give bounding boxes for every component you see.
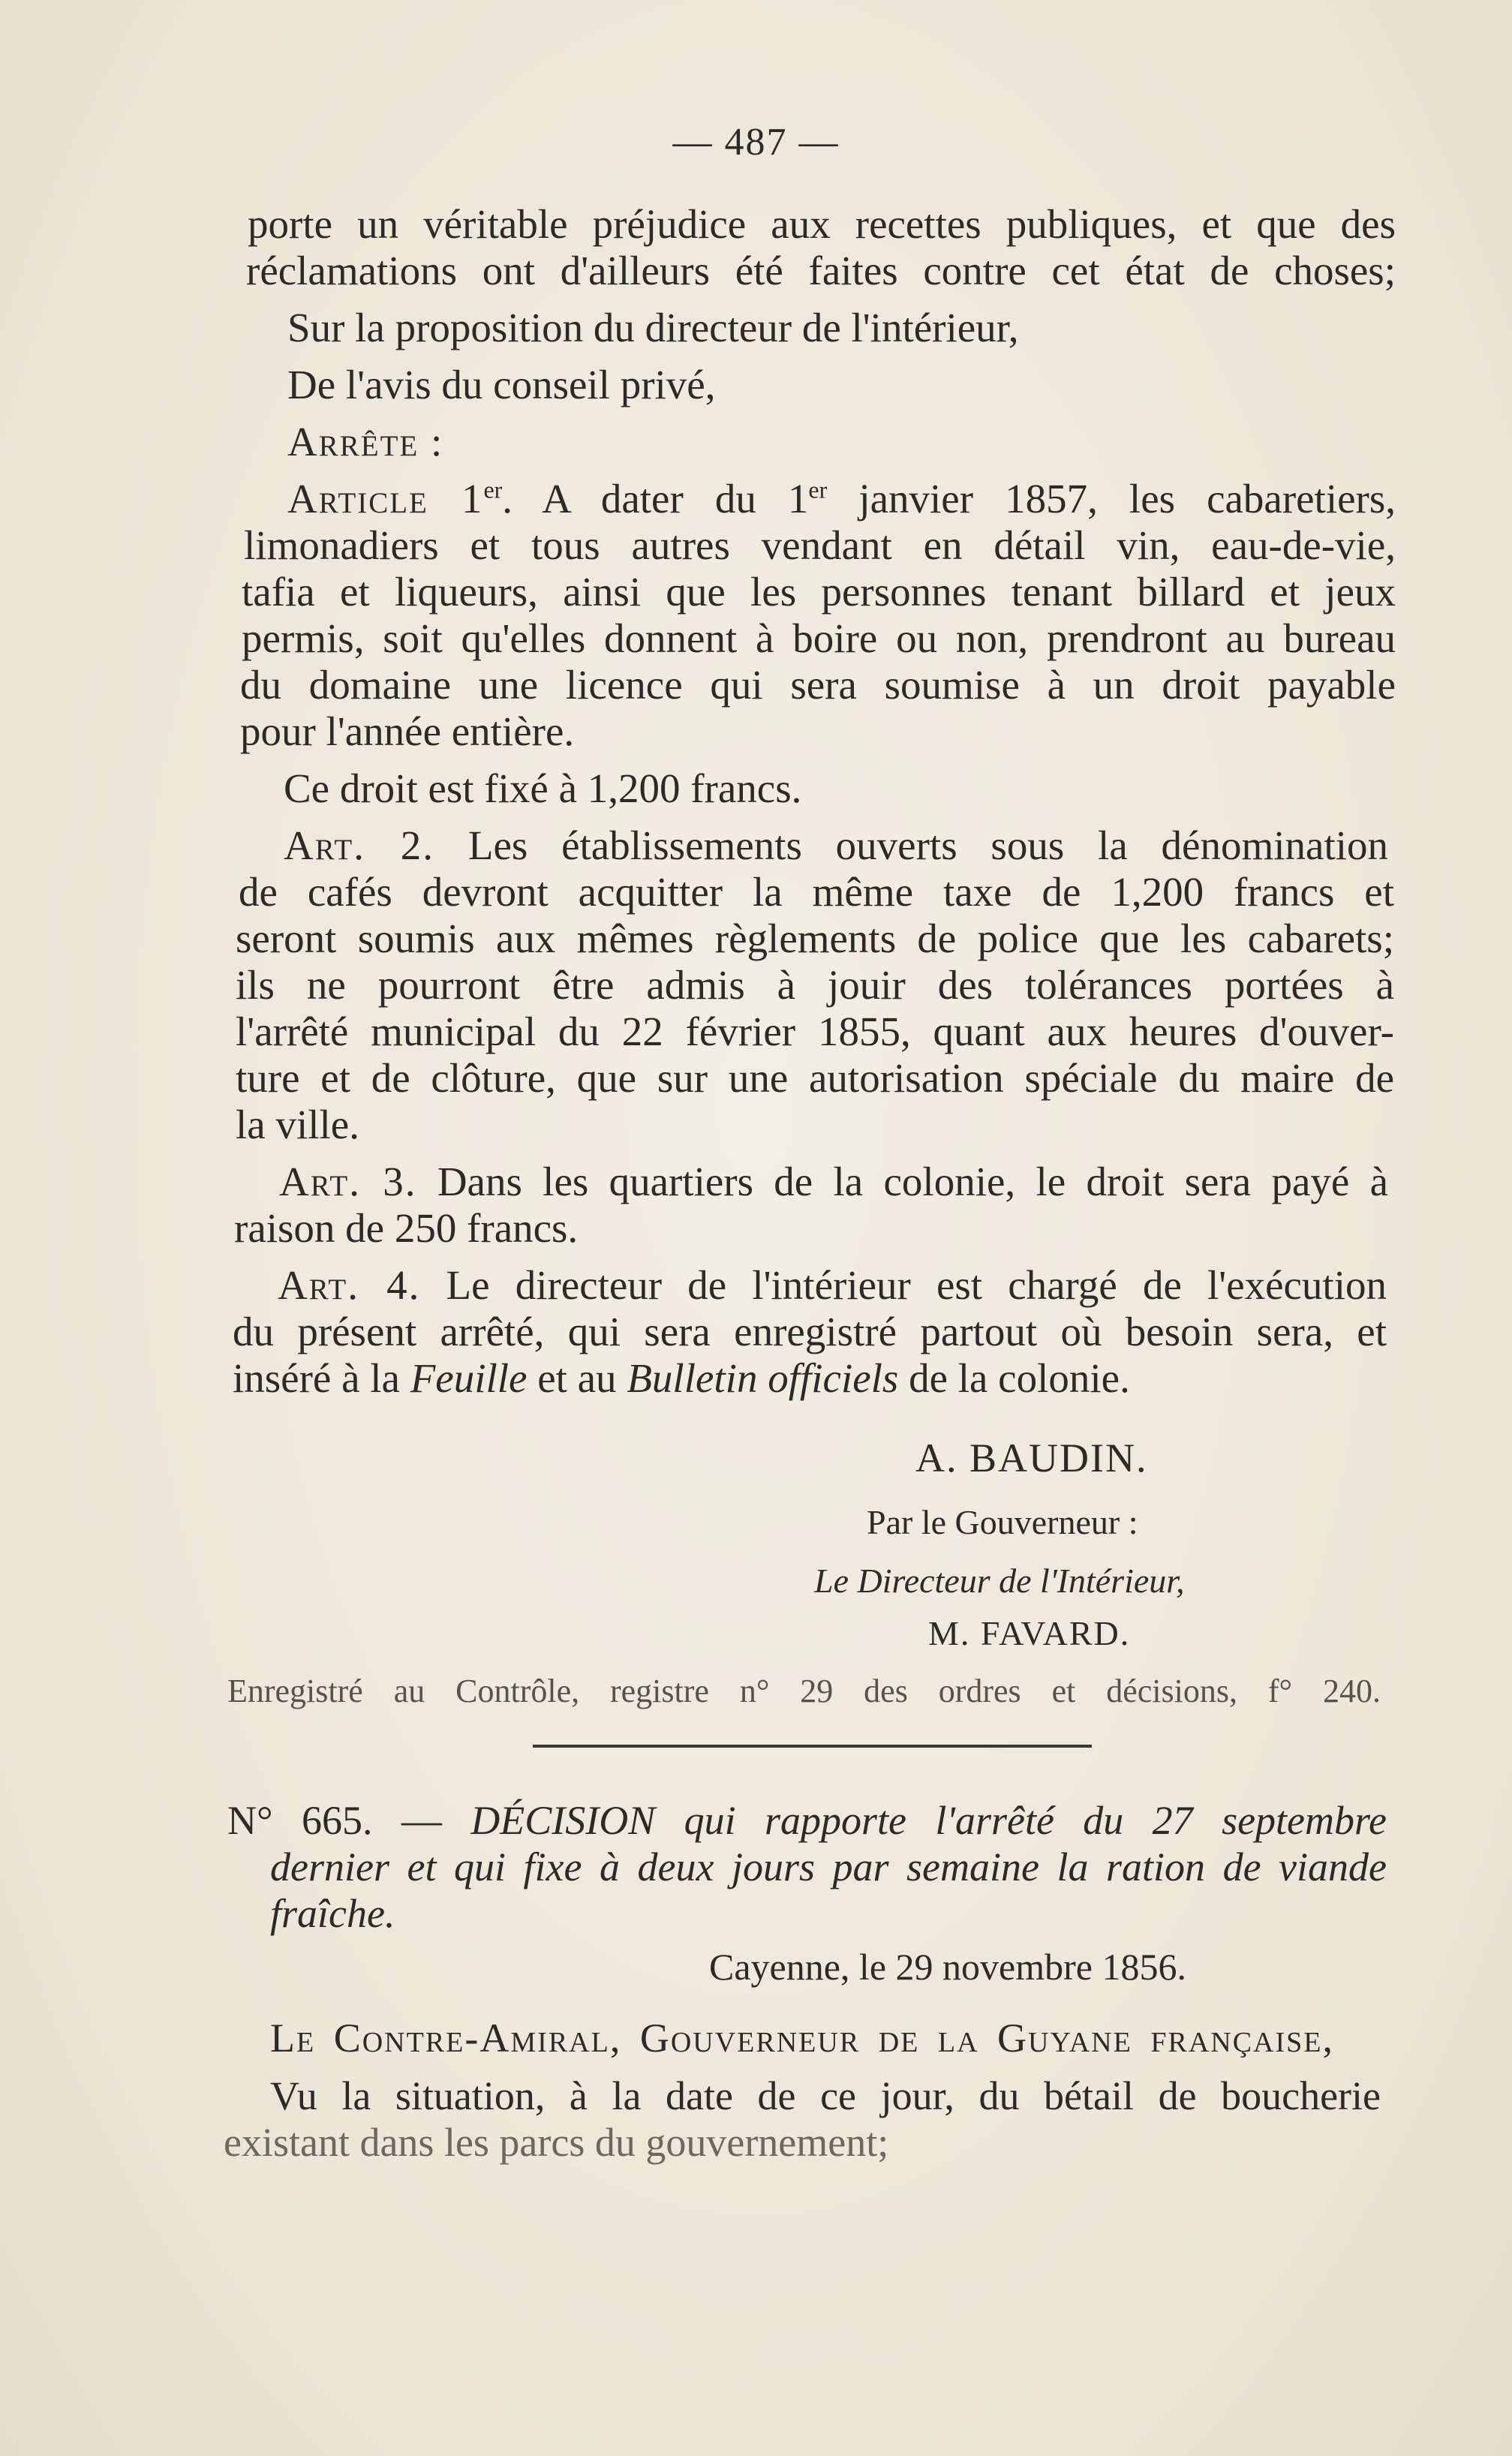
article-4-text: Le directeur de l'intérieur est chargé de l'exécution	[420, 1262, 1387, 1308]
text-line: réclamations ont d'ailleurs été faites contre cet état de choses;	[246, 248, 1396, 293]
signature-official: M. FAVARD.	[928, 1614, 1131, 1652]
decision-number: N° 665. —	[227, 1798, 471, 1843]
text-line: du présent arrêté, qui sera enregistré partout où besoin sera, et	[233, 1309, 1387, 1354]
section-divider	[533, 1745, 1092, 1748]
article-3-first-line	[279, 1159, 1388, 1205]
article-2-label: Art. 2.	[284, 822, 435, 868]
text-span: inséré à la	[233, 1355, 410, 1401]
place-date: Cayenne, le 29 novembre 1856.	[709, 1946, 1186, 1988]
text-line: la ville.	[236, 1102, 359, 1147]
arrete-heading: Arrête :	[287, 419, 444, 464]
decision-title-line-2: dernier et qui fixe à deux jours par semaine la ration de viande	[270, 1844, 1387, 1889]
article-1-label: Article 1	[287, 476, 484, 522]
article-4-label: Art. 4.	[278, 1262, 421, 1308]
text-line: l'arrêté municipal du 22 février 1855, quant aux heures d'ouver-	[236, 1009, 1394, 1054]
decision-title-line-1	[227, 1797, 1387, 1844]
article-3-text: Dans les quartiers de la colonie, le droit sera payé à	[416, 1159, 1389, 1204]
article-4-third-line	[233, 1355, 1130, 1402]
text-line: ture et de clôture, que sur une autorisation spéciale du maire de	[236, 1055, 1394, 1101]
text-line: Ce droit est fixé à 1,200 francs.	[284, 765, 802, 811]
text-line: tafia et liqueurs, ainsi que les personnes tenant billard et jeux	[242, 569, 1396, 615]
text-line: Vu la situation, à la date de ce jour, du bétail de boucherie	[270, 2073, 1381, 2118]
text-line: pour l'année entière.	[240, 708, 575, 754]
article-1-first-line	[287, 476, 1396, 522]
decision-heading: Le Contre-Amiral, Gouverneur de la Guyane française,	[270, 2016, 1334, 2061]
bulletin-title: Bulletin officiels	[627, 1355, 899, 1401]
text-line: permis, soit qu'elles donnent à boire ou non, prendront au bureau	[242, 615, 1396, 661]
text-line: porte un véritable préjudice aux recettes publiques, et que des	[248, 201, 1396, 247]
text-line: seront soumis aux mêmes règlements de police que les cabarets;	[236, 915, 1394, 961]
text-line: Sur la proposition du directeur de l'intérieur,	[287, 305, 1019, 350]
decision-title-line-3: fraîche.	[270, 1891, 395, 1936]
article-4-first-line	[278, 1262, 1387, 1309]
text-line: ils ne pourront être admis à jouir des tolérances portées à	[236, 962, 1394, 1008]
text-line: limonadiers et tous autres vendant en détail vin, eau-de-vie,	[244, 522, 1396, 568]
article-2-text: Les établissements ouverts sous la dénomination	[434, 822, 1389, 868]
text-line: du domaine une licence qui sera soumise à un droit payable	[240, 662, 1396, 708]
text-line: raison de 250 francs.	[234, 1205, 579, 1251]
decision-title-part-1: DÉCISION qui rapporte l'arrêté du 27 septembre	[470, 1798, 1387, 1843]
text-line: De l'avis du conseil privé,	[287, 362, 716, 407]
text-span: de la colonie.	[898, 1355, 1130, 1401]
text-span: et au	[527, 1355, 627, 1401]
article-1-text-a: . A dater du 1	[502, 476, 809, 522]
article-3-label: Art. 3.	[279, 1159, 417, 1204]
article-1-text-sup: er	[808, 476, 828, 504]
page-number: — 487 —	[672, 121, 840, 164]
signature-title: Le Directeur de l'Intérieur,	[814, 1562, 1185, 1600]
registration-note: Enregistré au Contrôle, registre n° 29 des ordres et décisions, f° 240.	[227, 1673, 1381, 1709]
article-1-label-sup: er	[483, 476, 503, 504]
text-line: existant dans les parcs du gouvernement;	[224, 2120, 889, 2165]
signature-by: Par le Gouverneur :	[867, 1503, 1138, 1541]
feuille-title: Feuille	[410, 1355, 528, 1401]
text-line: de cafés devront acquitter la même taxe de 1,200 francs et	[239, 869, 1394, 915]
governor-signature: A. BAUDIN.	[915, 1435, 1148, 1481]
article-1-text-b: janvier 1857, les cabaretiers,	[827, 476, 1396, 522]
article-2-first-line	[284, 822, 1388, 869]
